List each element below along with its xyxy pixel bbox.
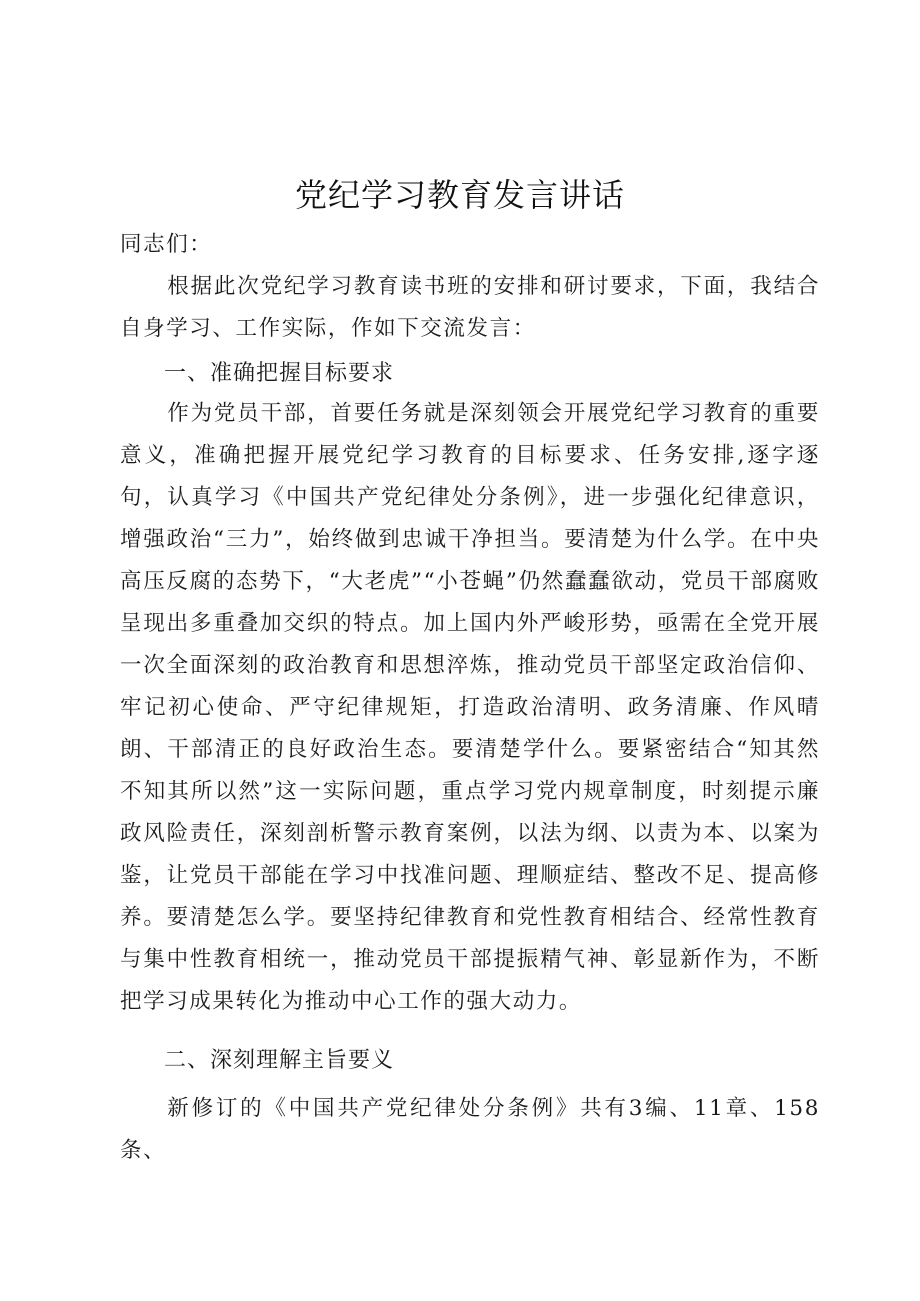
section2-heading: 二、深刻理解主旨要义 xyxy=(164,1048,395,1073)
section1-heading: 一、准确把握目标要求 xyxy=(164,361,395,386)
section1-paragraph: 作为党员干部，首要任务就是深刻领会开展党纪学习教育的重要意义，准确把握开展党纪学习教育的目标要求、任务安排,逐字逐句，认真学习《中国共产党纪律处分条例》，进一步强化纪律意识，增强政治“三力”，始终做到忠诚干净担当。要清楚为什么学。在中央高压反腐的态势下，“大老虎”“小苍蝇”仍然蠢蠢欲动，党员干部腐败呈现出多重叠加交织的特点。加上国内外严峻形势，亟需在全党开展一次全面深刻的政治教育和思想淬炼，推动党员干部坚定政治信仰、牢记初心使命、严守纪律规矩，打造政治清明、政务清廉、作风晴朗、干部清正的良好政治生态。要清楚学什么。要紧密结合“知其然不知其所以然”这一实际问题，重点学习党内规章制度，时刻提示廉政风险责任，深刻剖析警示教育案例，以法为纲、以责为本、以案为鉴，让党员干部能在学习中找准问题、理顺症结、整改不足、提高修养。要清楚怎么学。要坚持纪律教育和党性教育相结合、经常性教育与集中性教育相统一，推动党员干部提振精气神、彰显新作为，不断把学习成果转化为推动中心工作的强大动力。 xyxy=(120,401,820,1014)
intro-paragraph: 根据此次党纪学习教育读书班的安排和研讨要求，下面，我结合自身学习、工作实际，作如下交流发言： xyxy=(120,274,820,341)
salutation: 同志们： xyxy=(120,232,213,257)
document-title: 党纪学习教育发言讲话 xyxy=(294,176,625,214)
section2-paragraph: 新修订的《中国共产党纪律处分条例》共有3编、11章、158条、 xyxy=(120,1096,820,1163)
